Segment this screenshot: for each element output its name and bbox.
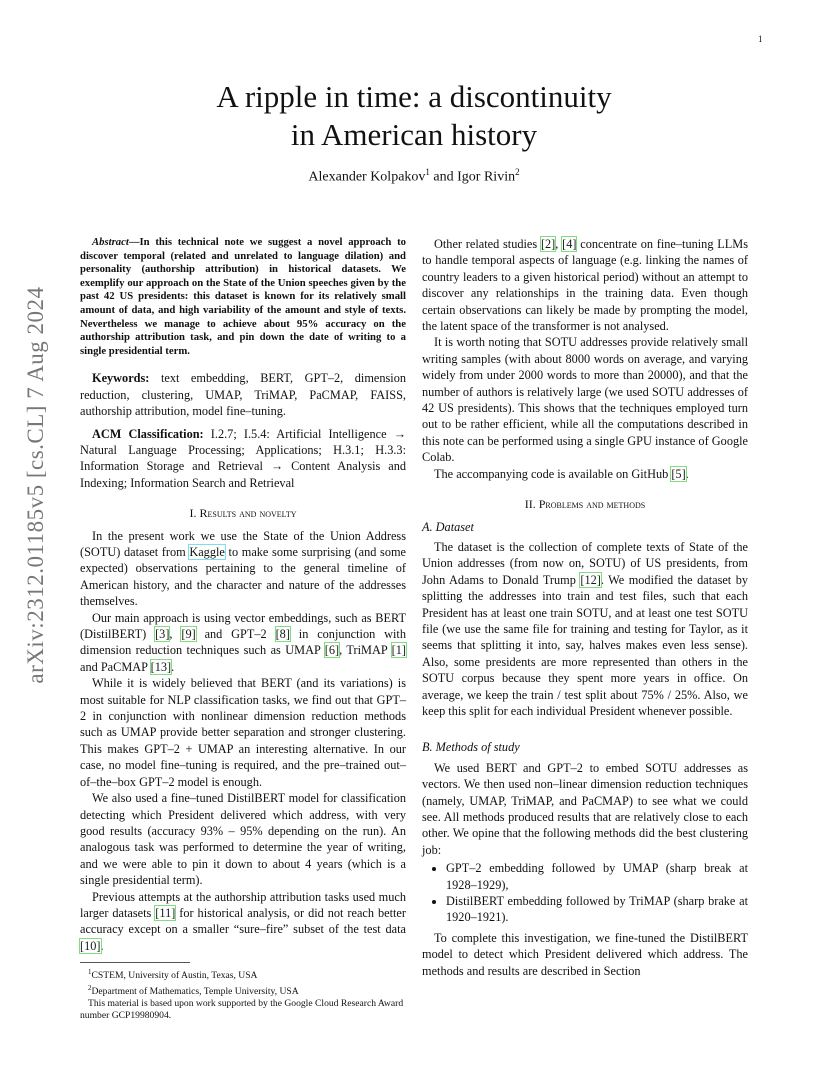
citation-10[interactable]: [10]	[80, 938, 101, 953]
citation-5[interactable]: [5]	[671, 466, 686, 481]
text: . We modified the dataset by splitting the addresses into train and test files, such that each President has at least one train SOTU, and at least one test SOTU file (we use the same file for training and testing for Taylor, as it seems that splitting it into, say, halves makes even less sense). Also, some presidents are more represented than others in the SOTU corpus because they spent more years in office. On average, we keep the train / test split about 75% / 25%. Also, we keep this split for each individual President whenever possible.	[422, 572, 748, 718]
text: and PaCMAP	[80, 659, 151, 674]
text: ,	[555, 237, 563, 251]
text: Other related studies	[434, 237, 541, 251]
text: The dataset is the collection of complete texts of State of the Union addresses (from now on, SOTU) of US presidents, from John Adams to Donald Trump	[422, 539, 748, 587]
paragraph-sample-size: It is worth noting that SOTU addresses provide relatively small writing samples (with about 8000 words on average, and varying widely from under 2000 words to more than 20000), and that the number of authors is relatively large (we used SOTU addresses of 42 US presidents). This shows that the techniques employed turn out to be rather efficient, while all the computations described in this note can be performed using a single GPU instance of Google Colab.	[422, 335, 748, 465]
citation-11[interactable]: [11]	[155, 905, 176, 920]
text: Previous attempts at the authorship attribution tasks used much larger datasets	[80, 889, 406, 920]
text: The accompanying code is available on GitHub	[434, 466, 672, 481]
page-number: 1	[758, 34, 763, 44]
citation-13[interactable]: [13]	[150, 659, 172, 674]
kaggle-link[interactable]: Kaggle	[189, 545, 225, 559]
author-separator: and	[429, 169, 458, 185]
abstract	[80, 236, 406, 358]
footnote-rule	[80, 962, 190, 963]
citation-2[interactable]: [2]	[540, 237, 556, 251]
text: for historical analysis, or did not reach better accuracy except on a smaller “sure–fire” subset of the test data	[80, 905, 406, 937]
paragraph-bert-vs-gpt2: While it is widely believed that BERT (and its variations) is most suitable for NLP classification tasks, we find out that GPT–2 in conjunction with nonlinear dimension reduction methods such as UMAP provide better separation and stronger clustering. This makes GPT–2 + UMAP an interesting alternative. In our case, no model fine–tuning is required, and the pre–trained out–of–the–box GPT–2 model is enough.	[80, 676, 406, 789]
paragraph-approach	[80, 610, 406, 676]
abstract-text: —In this technical note we suggest a novel approach to discover temporal (related and unrelated to language dilation) and personality (authorship attribution) in historical datasets. We exemplify our approach on the State of the Union speeches given by the past 42 US presidents: this dataset is known for its relatively small amount of data, and high variability of the amount and style of texts. Nevertheless we manage to achieve about 95% accuracy on the authorship attribution task, and pin down the date of writing to a single presidential term.	[80, 236, 406, 357]
text: In the present work we use the State of the Union Address (SOTU) dataset from	[80, 528, 406, 559]
paragraph-methods: We used BERT and GPT–2 to embed SOTU addresses as vectors. We then used non–linear dimension reduction techniques (namely, UMAP, TriMAP, and PaCMAP) to see what we could see. All methods produced results that are relatively close to each other. We opine that the following methods did the best clustering job:	[422, 760, 748, 857]
text: and GPT–2	[195, 627, 276, 642]
subsection-dataset-heading: A. Dataset	[422, 519, 474, 534]
keywords	[80, 370, 406, 419]
keywords-label: Keywords:	[92, 371, 150, 386]
list-item: • GPT–2 embedding followed by UMAP (sharp break at 1928–1929),	[446, 860, 748, 893]
citation-9[interactable]: [9]	[181, 627, 196, 642]
footnote-2-mark: 2	[88, 984, 92, 993]
subsection-methods-heading: B. Methods of study	[422, 740, 520, 755]
text: .	[685, 466, 689, 481]
author-2-mark: 2	[515, 167, 520, 177]
text: .	[100, 938, 104, 953]
paragraph-dataset	[422, 539, 748, 719]
paragraph-finetune-summary: To complete this investigation, we fine-tuned the DistilBERT model to detect which President delivered which address. The methods and results are described in Section	[422, 930, 748, 978]
text: , TriMAP	[339, 643, 392, 658]
citation-4[interactable]: [4]	[562, 237, 577, 251]
citation-12[interactable]: [12]	[580, 572, 601, 587]
methods-list	[422, 860, 748, 926]
citation-1[interactable]: [1]	[391, 643, 406, 658]
footnote-1-text: CSTEM, University of Austin, Texas, USA	[91, 970, 258, 982]
list-item: • DistilBERT embedding followed by TriMAP (sharp brake at 1920–1921).	[446, 893, 748, 926]
paragraph-intro	[80, 528, 406, 610]
author-1: Alexander Kolpakov	[308, 169, 426, 185]
section-2-heading: II. Problems and methods	[524, 497, 646, 512]
footnote-funding: This material is based upon work supported by the Google Cloud Research Award number GCP19980904.	[80, 998, 404, 1022]
footnote-1	[80, 966, 406, 982]
citation-8[interactable]: [8]	[275, 627, 290, 642]
right-column	[422, 236, 748, 979]
text: in conjunction with dimension reduction techniques such as UMAP	[80, 627, 406, 658]
paragraph-code	[422, 466, 748, 482]
footnote-2	[80, 982, 406, 998]
paragraph-related-studies	[422, 236, 748, 334]
left-column	[80, 236, 406, 954]
acm-text: I.2.7; I.5.4: Artificial Intelligence → Natural Language Processing; Applications; H.3.1; H.3.3: Information Storage and Retrieval → Content Analysis and Indexing; Information Search and Retrieval	[80, 426, 406, 490]
author-1-mark: 1	[425, 167, 430, 177]
acm-label: ACM Classification:	[92, 426, 204, 441]
footnotes	[80, 962, 406, 1022]
keywords-text: text embedding, BERT, GPT–2, dimension reduction, clustering, UMAP, TriMAP, PaCMAP, FAISS, authorship attribution, model fine–tuning.	[80, 371, 406, 419]
paragraph-previous-attempts	[80, 889, 406, 955]
text: concentrate on fine–tuning LLMs to handle temporal aspects of language (e.g. linking the names of country leaders to a given historical period) without an attempt to discover any relationships in the training data. Even though certain observations can likely be made by prompting the model, the latent space of the transformer is not analysed.	[422, 237, 748, 334]
text: .	[171, 659, 175, 674]
text: ,	[169, 627, 182, 642]
title-line-1: A ripple in time: a discontinuity	[216, 79, 612, 114]
paragraph-finetuned: We also used a fine–tuned DistilBERT model for classification detecting which President delivered which address, with very good results (accuracy 93% – 95% depending on the run). An analogous task was performed to determine the year of writing, and we were able to pin it down to about 4 years (which is a single presidential term).	[80, 791, 406, 888]
abstract-label: Abstract	[92, 236, 129, 248]
section-1-heading: I. Results and novelty	[189, 506, 297, 521]
arxiv-identifier-text: arXiv:2312.01185v5 [cs.CL] 7 Aug 2024	[23, 286, 48, 684]
title-line-2: in American history	[290, 117, 538, 152]
citation-6[interactable]: [6]	[324, 643, 340, 658]
acm-classification	[80, 426, 406, 492]
paper-title	[0, 78, 828, 154]
arxiv-identifier	[18, 286, 54, 684]
text: Our main approach is using vector embeddings, such as BERT (DistilBERT)	[80, 610, 406, 642]
citation-3[interactable]: [3]	[155, 627, 170, 642]
authors	[0, 167, 828, 186]
text: to make some surprising (and some expected) observations pertaining to the general timeline of American history, and the character and nature of the addresses themselves.	[80, 545, 406, 609]
footnote-2-text: Department of Mathematics, Temple University, USA	[91, 986, 299, 998]
footnote-1-mark: 1	[88, 968, 92, 976]
author-2: Igor Rivin	[457, 169, 516, 185]
